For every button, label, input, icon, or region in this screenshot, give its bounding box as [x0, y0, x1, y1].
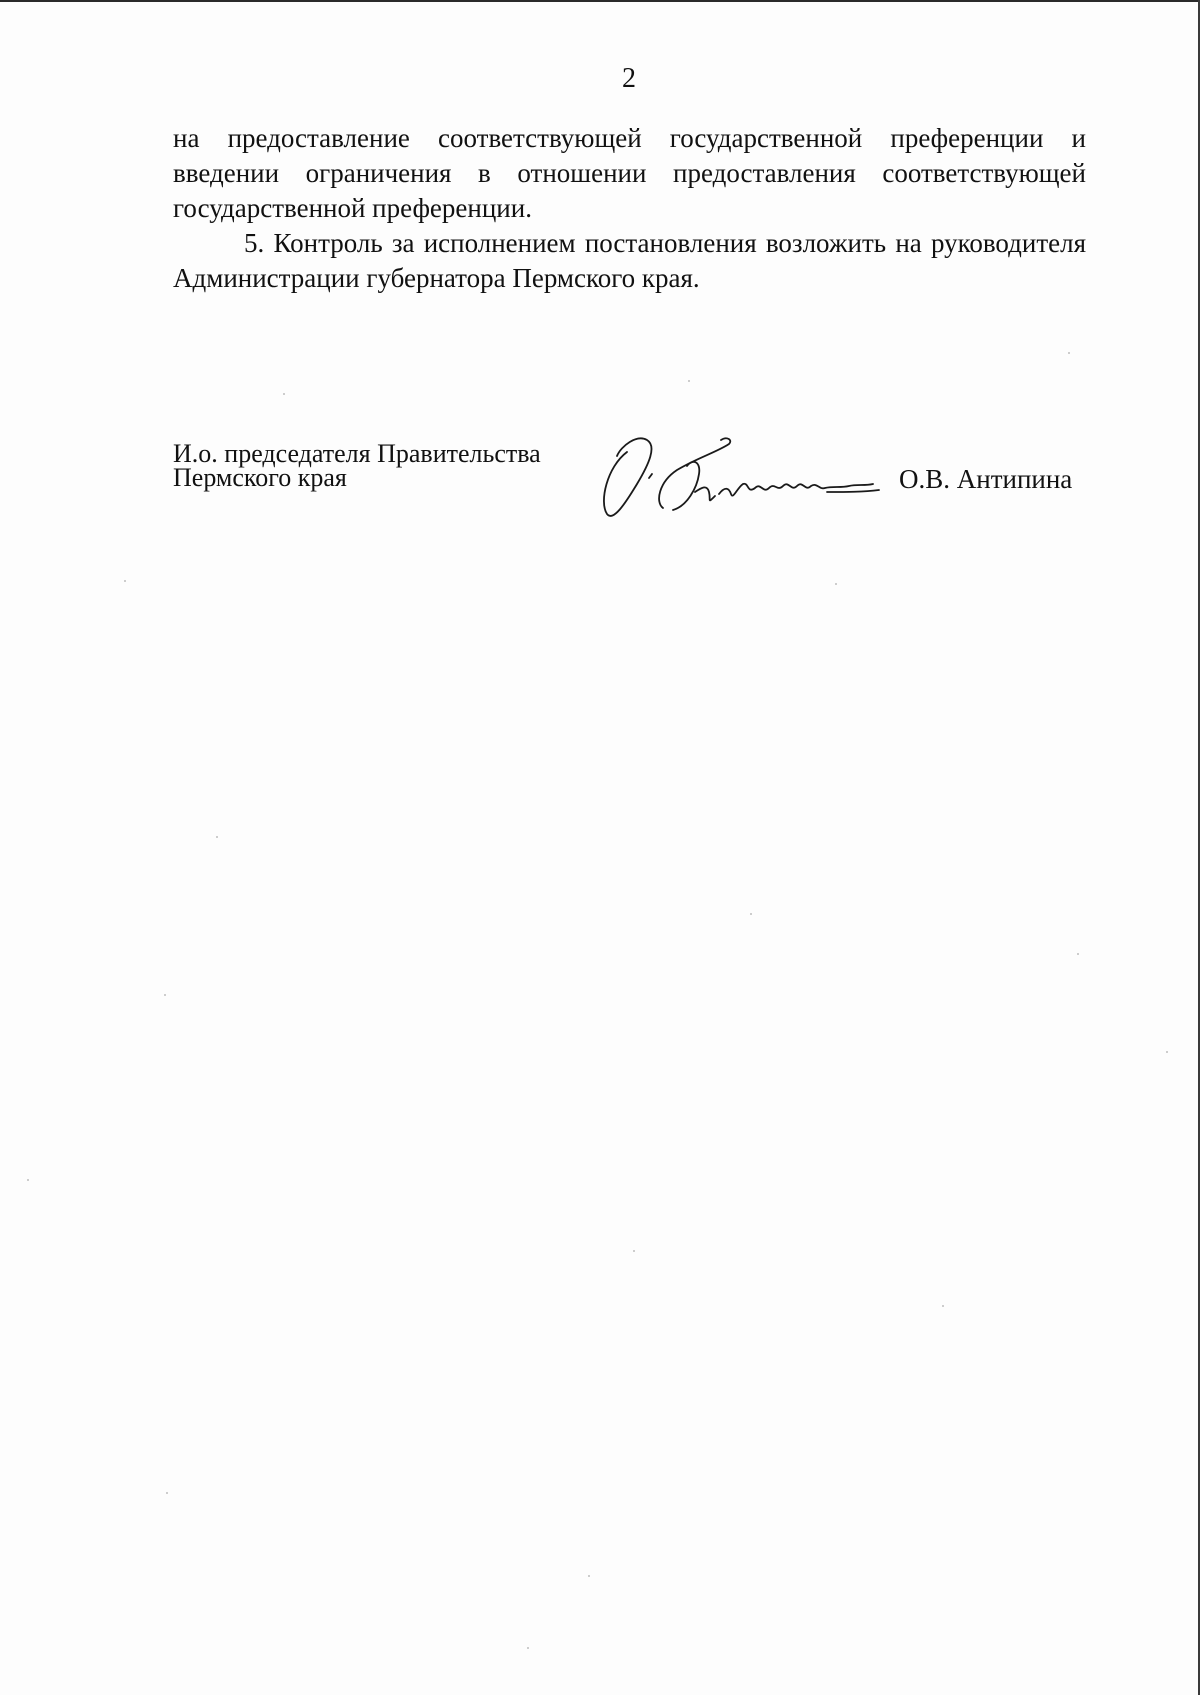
page-number: 2: [622, 63, 636, 94]
paragraph-continuation: на предоставление соответствующей государственной преференции и введении ограничения в отношении предоставления соответствующей государственной преференции.: [173, 123, 1086, 223]
scan-speck: [942, 1305, 944, 1307]
scan-speck: [588, 1575, 590, 1577]
paragraph-item-5: 5. Контроль за исполнением постановления возложить на руководителя Администрации губернатора Пермского края.: [173, 228, 1086, 293]
scan-speck: [216, 836, 218, 838]
handwritten-signature-icon: [597, 422, 907, 522]
scan-speck: [527, 1647, 529, 1649]
scan-speck: [750, 913, 752, 915]
scan-speck: [283, 393, 285, 395]
signature-block: [173, 439, 1093, 532]
signer-title-line1: И.о. председателя Правительства: [173, 439, 541, 468]
scan-speck: [835, 583, 837, 585]
signer-title-line2: Пермского края: [173, 463, 347, 492]
scan-speck: [1068, 352, 1070, 354]
signer-name: О.В. Антипина: [899, 464, 1073, 494]
scan-speck: [164, 994, 166, 996]
scan-speck: [27, 1179, 29, 1181]
signer-title: [173, 439, 541, 492]
scan-speck: [1166, 1051, 1168, 1053]
scan-speck: [124, 580, 126, 582]
scan-top-edge: [0, 0, 1200, 2]
document-body: [173, 121, 1086, 296]
scan-speck: [1077, 953, 1079, 955]
scan-speck: [633, 1250, 635, 1252]
scan-speck: [688, 380, 690, 382]
scan-speck: [166, 1492, 168, 1494]
